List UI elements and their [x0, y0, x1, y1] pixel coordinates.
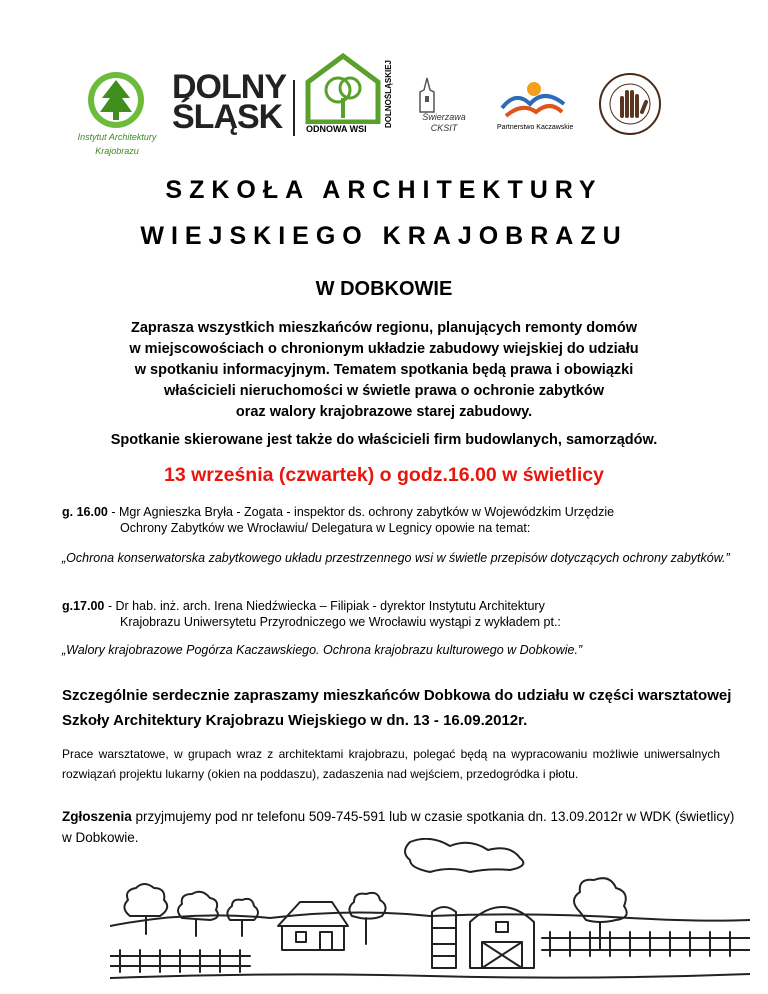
logos-header — [0, 0, 768, 170]
talk-2 — [62, 598, 742, 630]
intro-also: Spotkanie skierowane jest także do właścicieli firm budowlanych, samorządów. — [110, 432, 658, 448]
odnowa-wsi-house-logo — [304, 52, 382, 124]
talk-1 — [62, 504, 742, 536]
odnowa-side-caption: DOLNOŚLĄSKIEJ — [384, 60, 393, 129]
talk-2-time: g.17.00 — [62, 599, 105, 613]
workshop-invitation: Szczególnie serdecznie zapraszamy mieszkańców Dobkowa do udziału w części warsztatowej Szkoły Architektury Krajobrazu Wiejskiego w dn. 13 - 16.09.2012r. — [62, 687, 732, 729]
title-line-2: WIEJSKIEGO KRAJOBRAZU — [140, 222, 628, 250]
institute-caption: Instytut Architektury Krajobrazu — [77, 132, 157, 156]
talk-1-line1: - Mgr Agnieszka Bryła - Zogata - inspektor ds. ochrony zabytków w Wojewódzkim Urzędzie — [107, 505, 615, 519]
church-tower-logo — [414, 76, 440, 114]
partnership-hills-logo — [500, 80, 566, 120]
location-heading: W DOBKOWIE — [315, 278, 453, 300]
talk-2-line2: Krajobrazu Uniwersytetu Przyrodniczego we Wrocławiu wystąpi z wykładem pt.: — [120, 615, 561, 629]
logo-divider — [293, 80, 295, 136]
institute-tree-logo — [86, 70, 146, 130]
workshop-description: Prace warsztatowe, w grupach wraz z architektami krajobrazu, polegać będą na wypracowaniu możliwie uniwersalnych rozwiązań projektu lukarny (okien na poddaszu), zadaszenia nad wejściem, przedogródka i płotu. — [62, 747, 720, 781]
registration-label: Zgłoszenia — [62, 809, 132, 824]
title-line-1: SZKOŁA ARCHITEKTURY — [165, 176, 603, 204]
talk-2-line1: - Dr hab. inż. arch. Irena Niedźwiecka – Filipiak - dyrektor Instytutu Architektury — [104, 599, 545, 613]
event-date: 13 września (czwartek) o godz.16.00 w świetlicy — [163, 464, 604, 486]
village-landscape-drawing — [110, 838, 750, 994]
odnowa-wsi-caption: ODNOWA WSI — [306, 124, 367, 134]
registration-text: przyjmujemy pod nr telefonu 509-745-591 lub w czasie spotkania dn. 13.09.2012r w WDK (świetlicy) w Dobkowie. — [62, 809, 735, 845]
talk-1-time: g. 16.00 — [62, 505, 108, 519]
intro-paragraph: Zaprasza wszystkich mieszkańców regionu, planujących remonty domów w miejscowościach o chronionym układzie zabudowy wiejskiej do udziału w spotkaniu informacyjnym. Tematem spotkania będą prawa i obowiązki właścicieli nieruchomości w świetle prawa o ochronie zabytków oraz walory krajobrazowe starej zabudowy. — [129, 320, 639, 420]
dolny-slask-logo: DOLNY ŚLĄSK — [172, 68, 286, 136]
talk-1-quote: „Ochrona konserwatorska zabytkowego układu przestrzennego wsi w świetle przepisów dotyczących ochrony zabytków.” — [62, 551, 730, 565]
partnerstwo-caption: Partnerstwo Kaczawskie — [497, 124, 574, 131]
swierzawa-caption: Świerzawa CKSIT — [422, 112, 466, 133]
hand-seal-logo — [598, 72, 662, 136]
talk-2-quote: „Walory krajobrazowe Pogórza Kaczawskiego. Ochrona krajobrazu kulturowego w Dobkowie.” — [62, 643, 583, 657]
talk-1-line2: Ochrony Zabytków we Wrocławiu/ Delegatura w Legnicy opowie na temat: — [120, 521, 531, 535]
